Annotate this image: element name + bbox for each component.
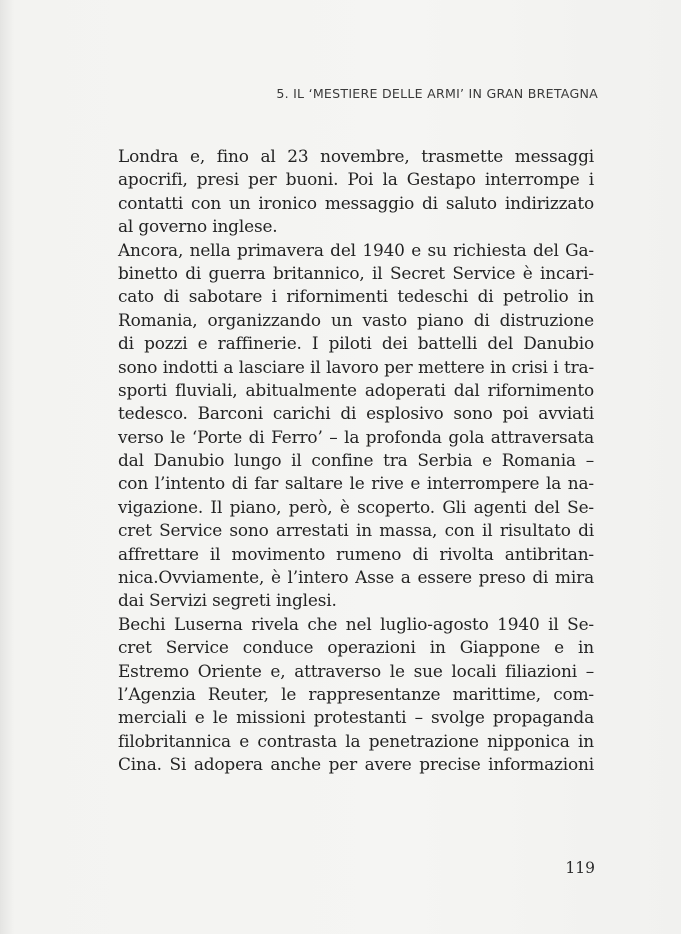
text-line: verso le ‘Porte di Ferro’ – la profonda gola attraversata bbox=[118, 426, 594, 447]
text-line: cato di sabotare i rifornimenti tedeschi di petrolio in bbox=[118, 286, 594, 307]
page-number: 119 bbox=[565, 859, 595, 877]
text-line: Bechi Luserna rivela che nel luglio-agosto 1940 il Se- bbox=[118, 613, 594, 634]
text-line: cret Service conduce operazioni in Giappone e in bbox=[118, 637, 594, 658]
text-line: Ancora, nella primavera del 1940 e su richiesta del Ga- bbox=[118, 239, 594, 260]
text-line: cret Service sono arrestati in massa, con il risultato di bbox=[118, 520, 594, 541]
text-line: dai Servizi segreti inglesi. bbox=[118, 590, 337, 611]
text-line: nica.Ovviamente, è l’intero Asse a essere preso di mira bbox=[118, 567, 594, 588]
text-line: vigazione. Il piano, però, è scoperto. Gli agenti del Se- bbox=[118, 496, 594, 517]
text-line: binetto di guerra britannico, il Secret Service è incari- bbox=[118, 262, 594, 283]
text-line: dal Danubio lungo il confine tra Serbia e Romania – bbox=[118, 450, 594, 471]
text-line: merciali e le missioni protestanti – svolge propaganda bbox=[118, 707, 594, 728]
text-line: affrettare il movimento rumeno di rivolta antibritan- bbox=[118, 543, 594, 564]
text-line: l’Agenzia Reuter, le rappresentanze marittime, com- bbox=[118, 683, 594, 704]
text-line: con l’intento di far saltare le rive e interrompere la na- bbox=[118, 473, 594, 494]
text-line: tedesco. Barconi carichi di esplosivo sono poi avviati bbox=[118, 403, 594, 424]
running-head: 5. IL ‘MESTIERE DELLE ARMI’ IN GRAN BRETAGNA bbox=[276, 86, 598, 101]
text-line: Londra e, fino al 23 novembre, trasmette messaggi bbox=[118, 146, 594, 166]
text-line: di pozzi e raffinerie. I piloti dei battelli del Danubio bbox=[118, 333, 594, 354]
text-line: al governo inglese. bbox=[118, 216, 278, 237]
text-line: apocrifi, presi per buoni. Poi la Gestapo interrompe i bbox=[118, 169, 594, 190]
text-line: contatti con un ironico messaggio di saluto indirizzato bbox=[118, 192, 594, 213]
text-line: Romania, organizzando un vasto piano di distruzione bbox=[118, 309, 594, 330]
text-line: filobritannica e contrasta la penetrazione nipponica in bbox=[118, 730, 594, 751]
text-line: Estremo Oriente e, attraverso le sue locali filiazioni – bbox=[118, 660, 594, 681]
text-line: sporti fluviali, abitualmente adoperati dal rifornimento bbox=[118, 379, 594, 400]
text-line: Cina. Si adopera anche per avere precise informazioni bbox=[118, 754, 594, 775]
body-text bbox=[118, 145, 594, 777]
text-line: sono indotti a lasciare il lavoro per mettere in crisi i tra- bbox=[118, 356, 594, 377]
